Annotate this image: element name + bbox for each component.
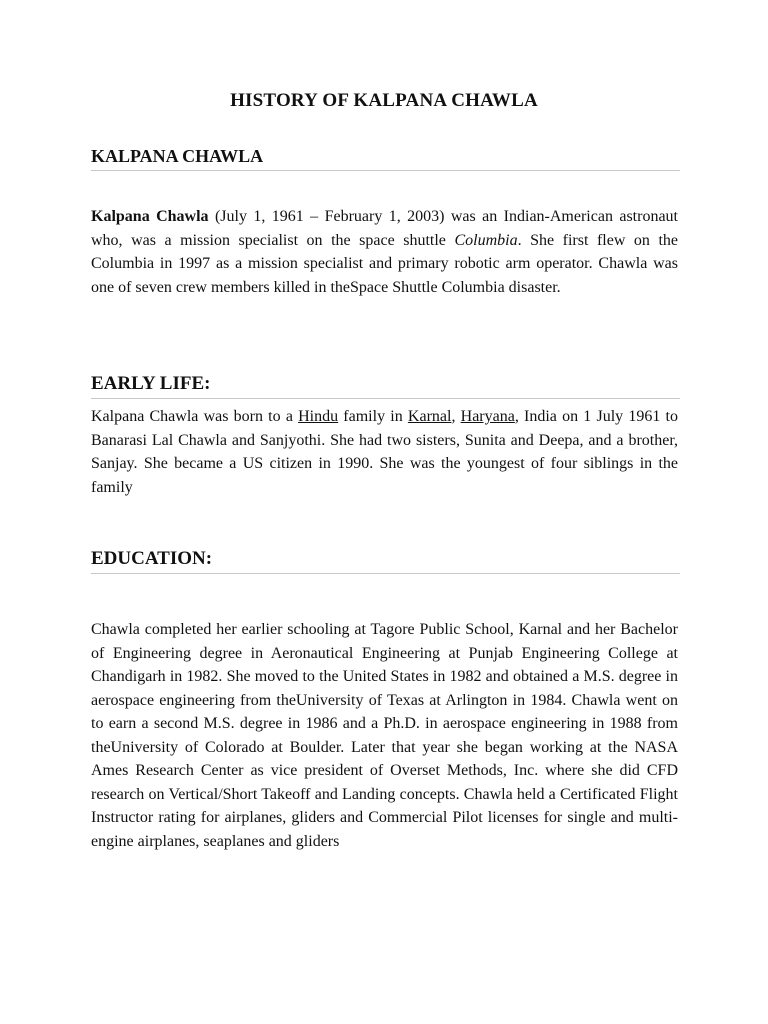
early-text-2: family in — [338, 408, 408, 425]
intro-text-2: . She first flew on the Columbia in 1997 as a mission specialist and primary robotic arm operator. Chawla was one of seven crew members killed in theSpace Shuttle Columbia disaster. — [91, 231, 679, 296]
early-text-1: Kalpana Chawla was born to a — [91, 408, 299, 425]
early-text-3: , — [451, 408, 461, 425]
haryana-link[interactable]: Haryana — [460, 408, 515, 425]
name-bold: Kalpana Chawla — [91, 208, 209, 225]
intro-paragraph — [91, 205, 678, 299]
intro-text-1: (July 1, 1961 – February 1, 2003) was an Indian-American astronaut who, was a mission specialist on the space shuttle — [91, 208, 679, 249]
columbia-italic: Columbia — [454, 231, 518, 249]
document-title: HISTORY OF KALPANA CHAWLA — [230, 90, 538, 111]
early-text-4: , India on 1 July 1961 to Banarasi Lal Chawla and Sanjyothi. She had two sisters, Sunita and Deepa, and a brother, Sanjay. She became a US citizen in 1990. She was the youngest of four siblings in the family — [91, 408, 678, 496]
section-heading-early-life: EARLY LIFE: — [91, 373, 680, 399]
early-life-paragraph — [91, 405, 678, 499]
education-paragraph: Chawla completed her earlier schooling at Tagore Public School, Karnal and her Bachelor of Engineering degree in Aeronautical Engineering at Punjab Engineering College at Chandigarh in 1982. She moved to the United States in 1982 and obtained a M.S. degree in aerospace engineering from theUniversity of Texas at Arlington in 1984. Chawla went on to earn a second M.S. degree in 1986 and a Ph.D. in aerospace engineering in 1988 from theUniversity of Colorado at Boulder. Later that year she began working at the NASA Ames Research Center as vice president of Overset Methods, Inc. where she did CFD research on Vertical/Short Takeoff and Landing concepts. Chawla held a Certificated Flight Instructor rating for airplanes, gliders and Commercial Pilot licenses for single and multi-engine airplanes, seaplanes and gliders — [91, 621, 678, 850]
hindu-link[interactable]: Hindu — [298, 408, 339, 425]
karnal-link[interactable]: Karnal — [407, 408, 452, 425]
section-heading-kalpana-chawla: KALPANA CHAWLA — [91, 146, 680, 171]
section-heading-education: EDUCATION: — [91, 548, 680, 574]
